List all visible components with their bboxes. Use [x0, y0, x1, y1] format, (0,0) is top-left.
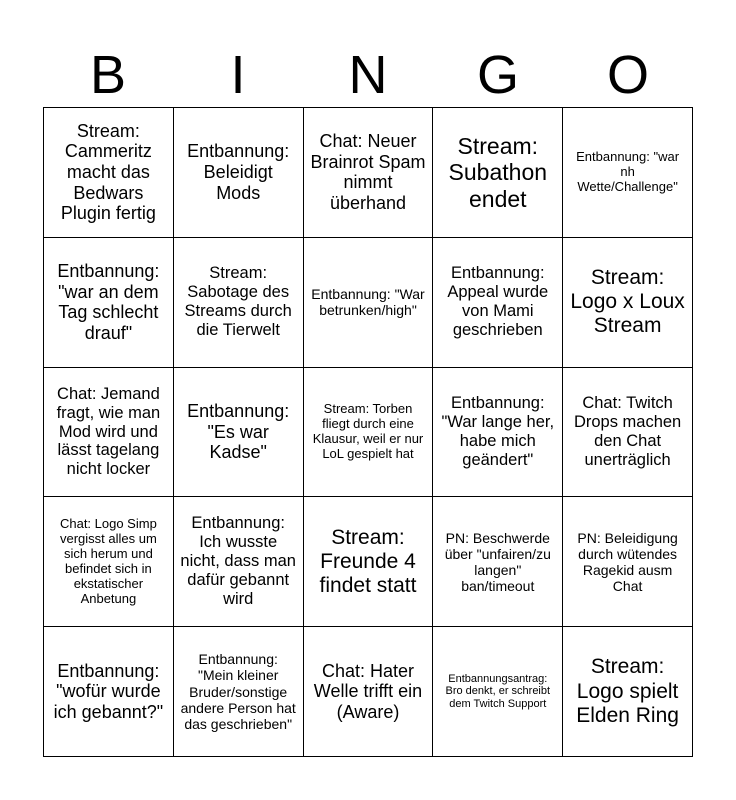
bingo-cell-2-1[interactable]: Entbannung: "war an dem Tag schlecht drauf": [44, 238, 174, 368]
bingo-cell-2-5[interactable]: Stream: Logo x Loux Stream: [563, 238, 693, 368]
bingo-cell-1-4[interactable]: Stream: Subathon endet: [433, 108, 563, 238]
header-letter-b: B: [89, 45, 127, 105]
bingo-grid: [43, 107, 693, 757]
header-letter-g: G: [476, 45, 519, 105]
bingo-header: [43, 45, 693, 105]
header-letter-o: O: [606, 45, 649, 105]
bingo-cell-5-1[interactable]: Entbannung: "wofür wurde ich gebannt?": [44, 627, 174, 757]
bingo-cell-1-3[interactable]: Chat: Neuer Brainrot Spam nimmt überhand: [304, 108, 434, 238]
header-letter-n: N: [348, 45, 388, 105]
bingo-cell-2-3[interactable]: Entbannung: "War betrunken/high": [304, 238, 434, 368]
bingo-cell-4-3[interactable]: Stream: Freunde 4 findet statt: [304, 497, 434, 627]
bingo-cell-4-1[interactable]: Chat: Logo Simp vergisst alles um sich herum und befindet sich in ekstatischer Anbetung: [44, 497, 174, 627]
header-letter-i: I: [230, 45, 246, 105]
bingo-cell-3-2[interactable]: Entbannung: "Es war Kadse": [174, 368, 304, 498]
bingo-cell-2-4[interactable]: Entbannung: Appeal wurde von Mami geschrieben: [433, 238, 563, 368]
bingo-cell-5-2[interactable]: Entbannung: "Mein kleiner Bruder/sonstige andere Person hat das geschrieben": [174, 627, 304, 757]
bingo-cell-1-2[interactable]: Entbannung: Beleidigt Mods: [174, 108, 304, 238]
bingo-cell-3-4[interactable]: Entbannung: "War lange her, habe mich geändert": [433, 368, 563, 498]
bingo-cell-3-3[interactable]: Stream: Torben fliegt durch eine Klausur, weil er nur LoL gespielt hat: [304, 368, 434, 498]
bingo-cell-4-2[interactable]: Entbannung: Ich wusste nicht, dass man dafür gebannt wird: [174, 497, 304, 627]
bingo-cell-5-4[interactable]: Entbannungsantrag: Bro denkt, er schreibt dem Twitch Support: [433, 627, 563, 757]
bingo-cell-2-2[interactable]: Stream: Sabotage des Streams durch die Tierwelt: [174, 238, 304, 368]
bingo-cell-1-5[interactable]: Entbannung: "war nh Wette/Challenge": [563, 108, 693, 238]
bingo-cell-4-5[interactable]: PN: Beleidigung durch wütendes Ragekid ausm Chat: [563, 497, 693, 627]
bingo-cell-1-1[interactable]: Stream: Cammeritz macht das Bedwars Plugin fertig: [44, 108, 174, 238]
bingo-cell-3-5[interactable]: Chat: Twitch Drops machen den Chat unerträglich: [563, 368, 693, 498]
bingo-cell-3-1[interactable]: Chat: Jemand fragt, wie man Mod wird und lässt tagelang nicht locker: [44, 368, 174, 498]
bingo-cell-5-3[interactable]: Chat: Hater Welle trifft ein (Aware): [304, 627, 434, 757]
bingo-cell-4-4[interactable]: PN: Beschwerde über "unfairen/zu langen" ban/timeout: [433, 497, 563, 627]
bingo-cell-5-5[interactable]: Stream: Logo spielt Elden Ring: [563, 627, 693, 757]
